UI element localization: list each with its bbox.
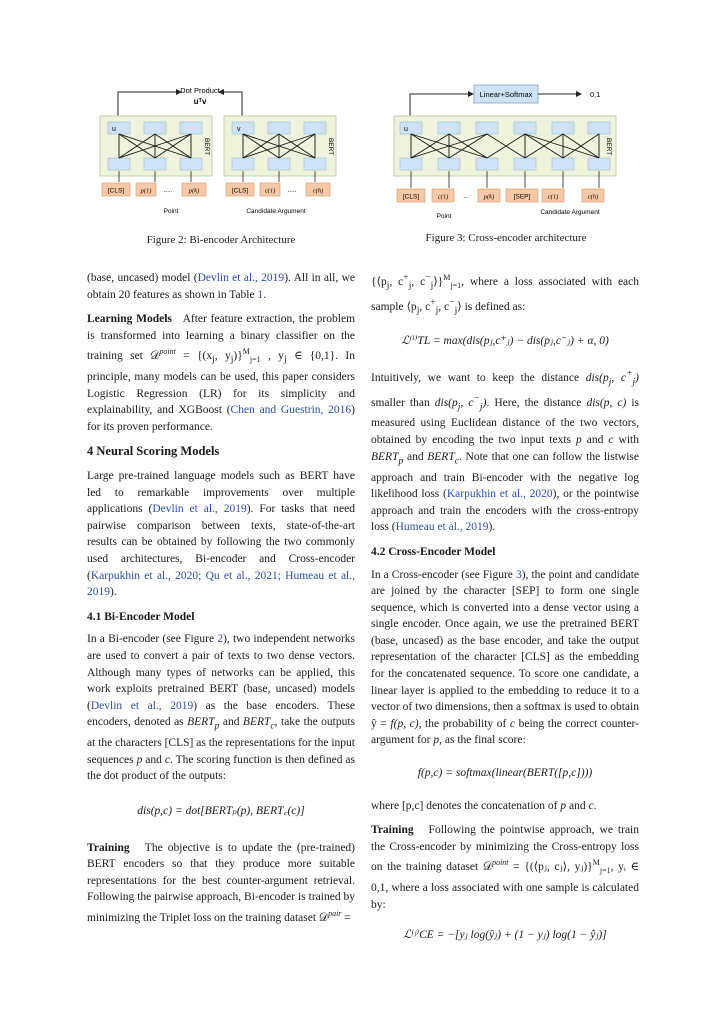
equation-dot-product: dis(p,c) = dot[BERTₚ(p), BERT꜀(c)]	[137, 805, 305, 818]
section-4-2-heading: 4.2 Cross-Encoder Model	[371, 545, 496, 558]
cite-devlin-1[interactable]: Devlin et al., 2019	[197, 272, 285, 284]
cite-devlin-3[interactable]: Devlin et al., 2019	[90, 699, 194, 712]
paragraph-triplet-def: {$⟨p_j$, $c^+_j$, $c^-_j⟩\}^M_{j=1}$, where a loss associated with each sample $⟨p_j$, $c^+_j$, $c^-_j⟩$ is defined as:	[371, 272, 640, 316]
fig3-token-c1-left: c(1)	[437, 193, 449, 201]
fig2-token-pk: p(k)	[188, 187, 200, 195]
fig2-token-dots-left: .....	[163, 187, 173, 194]
fig2-point-label: Point	[163, 208, 179, 215]
fig2-candidate-label: Candidate Argument	[246, 208, 306, 215]
right-column	[371, 270, 639, 944]
equation-triplet-loss: ℒ⁽ⁱ⁾TL = max(dis(pⱼ,c⁺ⱼ) − dis(pⱼ,c⁻ⱼ) + α, 0)	[401, 335, 609, 348]
training-heading-left: Training	[87, 841, 130, 854]
equation-cross-score: f(p,c) = softmax(linear(BERT([p,c])))	[417, 767, 593, 780]
fig3-u-label: u	[404, 126, 408, 133]
paragraph-bi-training: Training The objective is to update the (pre-trained) BERT encoders so that they produce more suitable representations for the best counter-argument retrieval. Following the pairwise approach, Bi-encoder is trained by minimizing the Triplet loss on the training dataset 𝒟$^{pair}$ =	[87, 841, 356, 924]
fig2-token-c1: c(1)	[264, 187, 276, 195]
figure-2-svg	[96, 80, 346, 220]
paragraph-concat: where [p,c] denotes the concatenation of p and c.	[371, 799, 597, 812]
training-heading-right: Training	[371, 824, 414, 837]
fig2-token-cls-left: [CLS]	[107, 187, 125, 195]
fig3-token-pk: p(k)	[483, 193, 495, 201]
fig3-point-label: Point	[436, 213, 452, 220]
fig2-right-bert-label: BERT	[327, 138, 334, 156]
fig3-candidate-label: Candidate Argument	[540, 209, 600, 216]
fig2-left-bert-label: BERT	[203, 138, 210, 156]
fig2-token-dots-right: .....	[287, 187, 297, 194]
figure-2-bi-encoder	[96, 80, 346, 220]
fig3-token-c1-right: c(1)	[547, 193, 559, 201]
cite-chen-guestrin[interactable]: Chen and Guestrin, 2016	[230, 404, 352, 417]
paragraph-cross-training: Training Following the pointwise approach, we train the Cross-encoder by minimizing the Cross-entropy loss on the training dataset 𝒟$^{point}$ = {(⟨pⱼ, cⱼ⟩, yⱼ)}$^M_{j=1}$, yᵢ ∈ 0,1, where a loss associated with one sample is calculated by:	[371, 824, 639, 911]
figure-3-caption: Figure 3: Cross-encoder architecture	[425, 232, 587, 244]
fig2-utv-label: uᵀv	[193, 97, 207, 106]
paragraph-neural-intro: Large pre-trained language models such as BERT have led to remarkable improvements over multiple applications (Devlin et al., 2019). For tasks that need pairwise comparison between texts, state-of-the-art results can be obtained by following the two commonly used architectures, Bi-encoder and Cross-encoder (Karpukhin et al., 2020; Qu et al., 2021; Humeau et al., 2019).	[87, 470, 355, 599]
figure-2-link[interactable]: 2	[217, 633, 224, 646]
paragraph-features: (base, uncased) model (Devlin et al., 2019). All in all, we obtain 20 features as shown in Table 1.	[87, 272, 355, 301]
fig2-token-p1: p(1)	[140, 187, 152, 195]
fig3-token-ch: c(h)	[587, 193, 599, 201]
figure-3-svg	[392, 80, 620, 225]
paragraph-intuition: Intuitively, we want to keep the distance $dis(p_j$, $c^+_j$) smaller than $dis(p_j$, $c^-_j$). Here, the distance dis(p, c) is measured using Euclidean distance of the two vectors, obtained by encoding the two input texts p and c with $BERT_p$ and $BERT_c$. Note that one can follow the listwise approach and train Bi-encoder with the negative log likelihood loss (Karpukhin et al., 2020), or the pointwise approach and train the encoders with the cross-entropy loss (Humeau et al., 2019).	[371, 368, 640, 534]
cite-devlin-2[interactable]: Devlin et al., 2019	[152, 503, 247, 516]
left-column	[87, 270, 355, 926]
fig3-bert-block	[394, 116, 616, 176]
equation-cross-entropy: ℒ⁽ʲ⁾CE = −[yⱼ log(ŷⱼ) + (1 − yⱼ) log(1 − ŷⱼ)]	[403, 929, 607, 942]
figure-2-caption: Figure 2: Bi-encoder Architecture	[146, 234, 296, 246]
cite-humeau[interactable]: Humeau et al., 2019	[395, 521, 489, 534]
fig2-token-cls-right: [CLS]	[231, 187, 249, 195]
fig3-token-sep: [SEP]	[513, 193, 531, 201]
cite-karpukhin[interactable]: Karpukhin et al., 2020	[446, 488, 553, 501]
figure-3-link[interactable]: 3	[515, 568, 522, 581]
fig2-dot-product-label: Dot Product	[180, 86, 220, 95]
fig2-token-ch: c(h)	[312, 187, 324, 195]
paragraph-bi-encoder: In a Bi-encoder (see Figure 2), two independent networks are used to convert a pair of texts to two dense vectors. Although many types of networks can be applied, this work exploits pretrained BERT (base, uncased) models (Devlin et al., 2019) as the base encoders. These encoders, denoted as $BERT_p$ and $BERT_c$, take the outputs at the characters [CLS] as the representations for the input sequences p and c. The scoring function is then defined as the dot product of the outputs:	[87, 633, 356, 783]
table-1-link[interactable]: 1	[257, 288, 264, 301]
section-4-heading: 4 Neural Scoring Models	[87, 444, 220, 459]
paragraph-cross-encoder: In a Cross-encoder (see Figure 3), the point and candidate are joined by the character [SEP] to form one single sequence, which is converted into a dense vector using a single encoder. Once again, we use the pretrained BERT (base, uncased) as the base encoder, and take the output representation of the character [CLS] as the embedding for the concatenated sequence. To score one candidate, a linear layer is applied to the embedding to reduce it to a vector of two dimensions, then a softmax is used to obtain ŷ = f(p, c), the probability of c being the correct counter-argument for p, as the final score:	[371, 568, 639, 747]
fig3-token-cls: [CLS]	[402, 193, 420, 201]
section-4-1-heading: 4.1 Bi-Encoder Model	[87, 610, 195, 623]
fig3-token-dots: ...	[463, 193, 469, 200]
fig3-linear-softmax-label: Linear+Softmax	[479, 90, 533, 99]
paragraph-learning-models: Learning Models After feature extraction, the problem is transformed into learning a binary classifier on the training set 𝒟$^{point}$ = {($x_j$, $y_j)\}^M_{j=1}$ , $y_j$ ∈ {0,1}. In principle, many models can be used, this paper considers Logistic Regression (LR) for its simplicity and explainability, and XGBoost (Chen and Guestrin, 2016) for its proven performance.	[87, 313, 356, 433]
cite-karpukhin-qu-humeau[interactable]: Karpukhin et al., 2020; Qu et al., 2021; Humeau et al., 2019	[87, 569, 355, 599]
figure-3-cross-encoder	[392, 80, 620, 225]
fig3-bert-label: BERT	[605, 138, 612, 156]
learning-models-heading: Learning Models	[87, 313, 172, 326]
fig3-output-label: 0,1	[590, 90, 601, 99]
fig2-u-label: u	[112, 126, 116, 133]
fig2-v-label: v	[237, 126, 241, 133]
